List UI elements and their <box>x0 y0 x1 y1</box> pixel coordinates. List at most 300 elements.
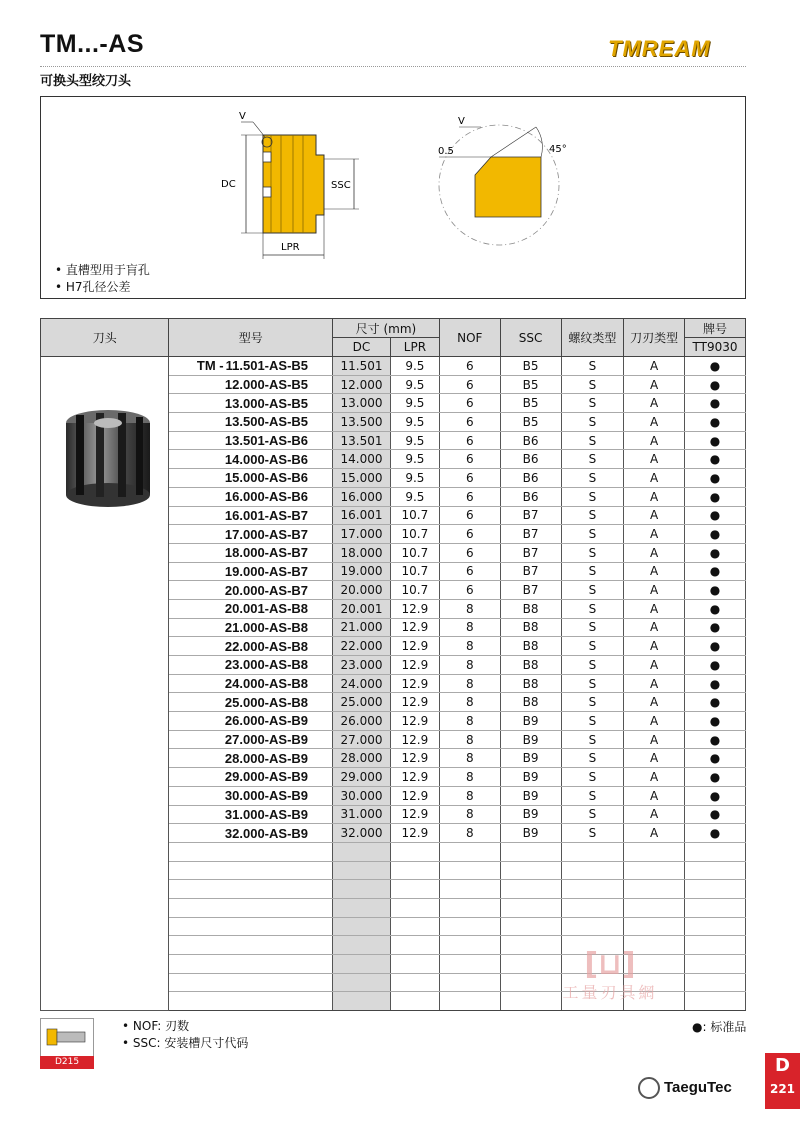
cell-dc: 22.000 <box>333 637 391 656</box>
cell-lpr <box>390 955 439 974</box>
cell-edge: A <box>624 431 685 450</box>
cell-ssc: B5 <box>500 413 561 432</box>
feature-bullet: • H7孔径公差 <box>55 280 131 294</box>
cell-nof <box>439 992 500 1011</box>
cell-model <box>169 898 333 917</box>
cell-lpr: 9.5 <box>390 469 439 488</box>
cell-nof: 6 <box>439 543 500 562</box>
cell-thread: S <box>561 805 624 824</box>
cell-dc <box>333 880 391 899</box>
cell-lpr: 9.5 <box>390 413 439 432</box>
cell-model <box>169 973 333 992</box>
cell-dc: 28.000 <box>333 749 391 768</box>
cell-nof <box>439 842 500 861</box>
cell-grade: ● <box>685 693 746 712</box>
cell-dc: 26.000 <box>333 712 391 731</box>
cell-dc <box>333 917 391 936</box>
cell-lpr: 9.5 <box>390 450 439 469</box>
cell-nof: 6 <box>439 562 500 581</box>
cell-edge: A <box>624 543 685 562</box>
cell-nof: 6 <box>439 581 500 600</box>
header-divider <box>40 66 746 67</box>
cell-lpr: 12.9 <box>390 712 439 731</box>
cell-thread: S <box>561 693 624 712</box>
brand-name: TaeguTec <box>664 1079 732 1096</box>
cell-dc: 29.000 <box>333 768 391 787</box>
cell-model: 29.000-AS-B9 <box>169 768 333 787</box>
cell-nof <box>439 955 500 974</box>
cell-nof: 8 <box>439 730 500 749</box>
cell-edge: A <box>624 786 685 805</box>
col-grade-name: TT9030 <box>685 338 746 357</box>
watermark: [⊔] 工量刃具網 <box>562 947 658 1002</box>
cell-edge: A <box>624 469 685 488</box>
cell-edge: A <box>624 413 685 432</box>
cell-lpr: 9.5 <box>390 375 439 394</box>
cell-ssc: B8 <box>500 637 561 656</box>
tmream-logo: TMREAM <box>608 36 711 61</box>
cell-dc: 27.000 <box>333 730 391 749</box>
cell-ssc: B9 <box>500 768 561 787</box>
cell-dc: 13.501 <box>333 431 391 450</box>
cell-thread: S <box>561 730 624 749</box>
cell-thread: S <box>561 562 624 581</box>
cell-grade <box>685 955 746 974</box>
cell-nof: 6 <box>439 525 500 544</box>
cell-dc: 32.000 <box>333 824 391 843</box>
cell-lpr: 10.7 <box>390 562 439 581</box>
cell-ssc: B7 <box>500 525 561 544</box>
cell-thread: S <box>561 768 624 787</box>
cell-edge: A <box>624 656 685 675</box>
cell-model <box>169 880 333 899</box>
cell-edge <box>624 861 685 880</box>
cell-lpr: 10.7 <box>390 506 439 525</box>
cell-grade: ● <box>685 599 746 618</box>
cell-ssc: B9 <box>500 749 561 768</box>
cell-dc: 13.500 <box>333 413 391 432</box>
cell-dc: 16.001 <box>333 506 391 525</box>
cell-model: 13.501-AS-B6 <box>169 431 333 450</box>
cell-model: 26.000-AS-B9 <box>169 712 333 731</box>
footnotes <box>122 1018 248 1052</box>
cell-ssc: B6 <box>500 487 561 506</box>
cell-edge: A <box>624 824 685 843</box>
cell-edge: A <box>624 749 685 768</box>
cell-grade <box>685 973 746 992</box>
cell-ssc: B8 <box>500 599 561 618</box>
cell-nof: 6 <box>439 506 500 525</box>
cell-grade: ● <box>685 674 746 693</box>
cell-edge: A <box>624 375 685 394</box>
cell-nof: 8 <box>439 599 500 618</box>
page-ref-label[interactable]: D215 <box>40 1056 94 1069</box>
cell-lpr: 12.9 <box>390 637 439 656</box>
v-label-left: V <box>239 111 246 122</box>
cell-model: 13.500-AS-B5 <box>169 413 333 432</box>
cell-grade: ● <box>685 712 746 731</box>
cell-edge: A <box>624 599 685 618</box>
cell-dc <box>333 936 391 955</box>
cell-nof: 6 <box>439 413 500 432</box>
cell-ssc: B6 <box>500 431 561 450</box>
col-ssc: SSC <box>500 319 561 357</box>
cell-ssc: B9 <box>500 786 561 805</box>
cell-grade: ● <box>685 768 746 787</box>
cell-model: 20.000-AS-B7 <box>169 581 333 600</box>
col-model: 型号 <box>169 319 333 357</box>
col-tool: 刀头 <box>41 319 169 357</box>
cell-ssc: B8 <box>500 674 561 693</box>
cell-ssc: B8 <box>500 693 561 712</box>
col-grade: 牌号 <box>685 319 746 338</box>
cell-dc: 19.000 <box>333 562 391 581</box>
cell-model <box>169 992 333 1011</box>
cell-thread: S <box>561 656 624 675</box>
cell-thread: S <box>561 581 624 600</box>
cell-model: 31.000-AS-B9 <box>169 805 333 824</box>
cell-grade: ● <box>685 805 746 824</box>
cell-grade: ● <box>685 786 746 805</box>
cell-lpr <box>390 917 439 936</box>
cell-ssc: B9 <box>500 805 561 824</box>
cell-nof: 8 <box>439 712 500 731</box>
cell-thread: S <box>561 618 624 637</box>
cell-grade: ● <box>685 357 746 376</box>
cell-thread: S <box>561 487 624 506</box>
cell-model <box>169 936 333 955</box>
dc-label: DC <box>221 179 236 190</box>
cell-model: 32.000-AS-B9 <box>169 824 333 843</box>
cell-edge <box>624 898 685 917</box>
cell-nof: 8 <box>439 768 500 787</box>
cell-grade: ● <box>685 562 746 581</box>
cell-nof: 8 <box>439 618 500 637</box>
cell-grade <box>685 898 746 917</box>
cell-model <box>169 357 333 376</box>
lpr-label: LPR <box>281 242 300 253</box>
cell-edge: A <box>624 768 685 787</box>
standard-note: ●: 标准品 <box>692 1020 747 1034</box>
cell-thread: S <box>561 394 624 413</box>
cell-ssc: B9 <box>500 824 561 843</box>
cell-thread: S <box>561 637 624 656</box>
cell-ssc: B8 <box>500 656 561 675</box>
cell-edge: A <box>624 450 685 469</box>
cell-edge <box>624 842 685 861</box>
cell-dc: 16.000 <box>333 487 391 506</box>
cell-dc <box>333 973 391 992</box>
cell-grade: ● <box>685 413 746 432</box>
col-nof: NOF <box>439 319 500 357</box>
cell-model: 27.000-AS-B9 <box>169 730 333 749</box>
cell-nof: 6 <box>439 469 500 488</box>
cell-model: 18.000-AS-B7 <box>169 543 333 562</box>
section-tab <box>765 1053 800 1109</box>
cell-dc: 17.000 <box>333 525 391 544</box>
page-title: TM...-AS <box>40 30 144 58</box>
cell-model: 21.000-AS-B8 <box>169 618 333 637</box>
cell-nof: 8 <box>439 786 500 805</box>
cell-lpr: 10.7 <box>390 581 439 600</box>
cell-thread: S <box>561 413 624 432</box>
ssc-label: SSC <box>331 180 351 191</box>
reamer-head-photo <box>60 405 155 510</box>
cell-thread: S <box>561 786 624 805</box>
cell-ssc: B7 <box>500 506 561 525</box>
page-number: 221 <box>769 1082 796 1096</box>
cell-ssc: B9 <box>500 730 561 749</box>
cell-edge: A <box>624 357 685 376</box>
cell-lpr: 12.9 <box>390 786 439 805</box>
cell-grade <box>685 917 746 936</box>
cell-ssc: B5 <box>500 375 561 394</box>
section-letter: D <box>775 1055 790 1076</box>
cell-lpr: 12.9 <box>390 749 439 768</box>
model-prefix: TM - <box>196 358 224 374</box>
cell-thread <box>561 917 624 936</box>
cell-grade: ● <box>685 637 746 656</box>
cell-nof <box>439 936 500 955</box>
taegutec-logo-icon <box>638 1077 660 1099</box>
cell-grade: ● <box>685 730 746 749</box>
cell-grade: ● <box>685 375 746 394</box>
cell-dc: 30.000 <box>333 786 391 805</box>
cell-lpr <box>390 898 439 917</box>
cell-lpr: 12.9 <box>390 805 439 824</box>
cell-thread <box>561 898 624 917</box>
cell-grade: ● <box>685 525 746 544</box>
cell-ssc: B8 <box>500 618 561 637</box>
cell-thread: S <box>561 543 624 562</box>
cell-thread: S <box>561 749 624 768</box>
cell-lpr: 12.9 <box>390 693 439 712</box>
cell-dc: 21.000 <box>333 618 391 637</box>
cell-grade <box>685 880 746 899</box>
cell-ssc: B5 <box>500 394 561 413</box>
cell-dc <box>333 955 391 974</box>
cell-dc: 18.000 <box>333 543 391 562</box>
cell-model: 14.000-AS-B6 <box>169 450 333 469</box>
cell-nof: 6 <box>439 431 500 450</box>
cell-edge: A <box>624 712 685 731</box>
v-label-detail: V <box>458 116 465 127</box>
cell-model <box>169 842 333 861</box>
cell-thread: S <box>561 506 624 525</box>
cell-model: 22.000-AS-B8 <box>169 637 333 656</box>
cell-dc: 24.000 <box>333 674 391 693</box>
cell-edge: A <box>624 618 685 637</box>
cell-nof: 8 <box>439 824 500 843</box>
cell-lpr <box>390 842 439 861</box>
cell-dc: 23.000 <box>333 656 391 675</box>
cell-grade: ● <box>685 656 746 675</box>
cell-lpr: 10.7 <box>390 525 439 544</box>
cell-lpr: 12.9 <box>390 824 439 843</box>
cell-edge: A <box>624 637 685 656</box>
cell-ssc: B5 <box>500 357 561 376</box>
cell-ssc <box>500 917 561 936</box>
cell-thread: S <box>561 469 624 488</box>
cell-nof: 6 <box>439 357 500 376</box>
cell-lpr: 12.9 <box>390 768 439 787</box>
cell-edge: A <box>624 562 685 581</box>
cell-lpr: 10.7 <box>390 543 439 562</box>
cell-model: 13.000-AS-B5 <box>169 394 333 413</box>
cell-model: 16.000-AS-B6 <box>169 487 333 506</box>
cell-thread: S <box>561 599 624 618</box>
cell-thread: S <box>561 357 624 376</box>
cell-edge: A <box>624 693 685 712</box>
cell-dc <box>333 861 391 880</box>
cell-nof <box>439 973 500 992</box>
cell-nof: 8 <box>439 656 500 675</box>
cell-lpr: 12.9 <box>390 674 439 693</box>
cell-grade: ● <box>685 450 746 469</box>
cell-nof: 6 <box>439 450 500 469</box>
cell-lpr: 12.9 <box>390 730 439 749</box>
cell-thread <box>561 861 624 880</box>
col-dims: 尺寸 (mm) <box>333 319 440 338</box>
cell-edge: A <box>624 487 685 506</box>
model-code: 11.501-AS-B5 <box>225 358 309 374</box>
cell-grade: ● <box>685 824 746 843</box>
cell-model: 16.001-AS-B7 <box>169 506 333 525</box>
cell-lpr: 12.9 <box>390 656 439 675</box>
cell-lpr: 9.5 <box>390 487 439 506</box>
cell-grade <box>685 936 746 955</box>
cell-edge <box>624 880 685 899</box>
cell-edge: A <box>624 730 685 749</box>
cell-grade: ● <box>685 431 746 450</box>
cell-edge: A <box>624 525 685 544</box>
cell-ssc <box>500 861 561 880</box>
col-thread: 螺纹类型 <box>561 319 624 357</box>
cell-edge: A <box>624 581 685 600</box>
cell-grade: ● <box>685 543 746 562</box>
cell-dc: 11.501 <box>333 357 391 376</box>
cell-dc: 15.000 <box>333 469 391 488</box>
cell-lpr: 9.5 <box>390 431 439 450</box>
cell-model: 23.000-AS-B8 <box>169 656 333 675</box>
cell-model: 28.000-AS-B9 <box>169 749 333 768</box>
cell-nof: 8 <box>439 674 500 693</box>
cell-thread: S <box>561 674 624 693</box>
cell-grade <box>685 992 746 1011</box>
cell-lpr <box>390 973 439 992</box>
cell-ssc <box>500 898 561 917</box>
cell-nof: 8 <box>439 805 500 824</box>
cell-edge: A <box>624 805 685 824</box>
cell-ssc: B6 <box>500 450 561 469</box>
cell-lpr: 12.9 <box>390 599 439 618</box>
cell-lpr <box>390 861 439 880</box>
cell-ssc: B7 <box>500 581 561 600</box>
cell-model: 15.000-AS-B6 <box>169 469 333 488</box>
cell-grade: ● <box>685 487 746 506</box>
cell-dc <box>333 842 391 861</box>
cell-nof: 8 <box>439 693 500 712</box>
cell-thread: S <box>561 824 624 843</box>
cell-dc <box>333 898 391 917</box>
cell-grade: ● <box>685 618 746 637</box>
cell-nof: 8 <box>439 637 500 656</box>
cell-nof <box>439 880 500 899</box>
cell-dc: 20.001 <box>333 599 391 618</box>
cell-grade <box>685 861 746 880</box>
cell-model <box>169 861 333 880</box>
cell-dc: 25.000 <box>333 693 391 712</box>
cell-ssc: B9 <box>500 712 561 731</box>
cell-nof <box>439 898 500 917</box>
cell-nof: 6 <box>439 487 500 506</box>
col-lpr: LPR <box>390 338 439 357</box>
cell-edge: A <box>624 506 685 525</box>
cell-grade <box>685 842 746 861</box>
cell-model: 24.000-AS-B8 <box>169 674 333 693</box>
cell-grade: ● <box>685 469 746 488</box>
cell-grade: ● <box>685 749 746 768</box>
cell-thread: S <box>561 712 624 731</box>
cell-nof <box>439 917 500 936</box>
cell-model: 17.000-AS-B7 <box>169 525 333 544</box>
cell-lpr <box>390 936 439 955</box>
cell-grade: ● <box>685 581 746 600</box>
cell-grade: ● <box>685 506 746 525</box>
cell-thread: S <box>561 431 624 450</box>
cell-lpr: 9.5 <box>390 394 439 413</box>
angle-label: 45° <box>549 144 567 155</box>
page-subtitle: 可换头型绞刀头 <box>40 74 132 89</box>
cell-model: 19.000-AS-B7 <box>169 562 333 581</box>
cell-edge <box>624 917 685 936</box>
footnote-ssc: • SSC: 安装槽尺寸代码 <box>122 1036 249 1050</box>
cell-model: 12.000-AS-B5 <box>169 375 333 394</box>
cell-dc: 20.000 <box>333 581 391 600</box>
cell-thread <box>561 880 624 899</box>
cell-edge: A <box>624 394 685 413</box>
cell-grade: ● <box>685 394 746 413</box>
cell-ssc: B7 <box>500 543 561 562</box>
diagram-panel <box>40 96 746 299</box>
cell-ssc: B7 <box>500 562 561 581</box>
cell-edge: A <box>624 674 685 693</box>
cell-nof: 6 <box>439 375 500 394</box>
col-dc: DC <box>333 338 391 357</box>
cell-nof: 8 <box>439 749 500 768</box>
chamfer-label: 0.5 <box>438 146 454 157</box>
cell-nof: 6 <box>439 394 500 413</box>
cell-lpr: 9.5 <box>390 357 439 376</box>
cell-ssc <box>500 842 561 861</box>
footnote-nof: • NOF: 刃数 <box>122 1019 190 1033</box>
cell-thread: S <box>561 525 624 544</box>
cell-dc: 14.000 <box>333 450 391 469</box>
cell-model <box>169 955 333 974</box>
cell-thread: S <box>561 375 624 394</box>
cell-ssc <box>500 880 561 899</box>
cell-nof <box>439 861 500 880</box>
cell-model: 30.000-AS-B9 <box>169 786 333 805</box>
cell-model <box>169 917 333 936</box>
cell-model: 20.001-AS-B8 <box>169 599 333 618</box>
cell-lpr: 12.9 <box>390 618 439 637</box>
cell-dc: 31.000 <box>333 805 391 824</box>
cell-lpr <box>390 992 439 1011</box>
cell-model: 25.000-AS-B8 <box>169 693 333 712</box>
edge-detail-drawing <box>439 125 559 245</box>
cell-dc: 13.000 <box>333 394 391 413</box>
